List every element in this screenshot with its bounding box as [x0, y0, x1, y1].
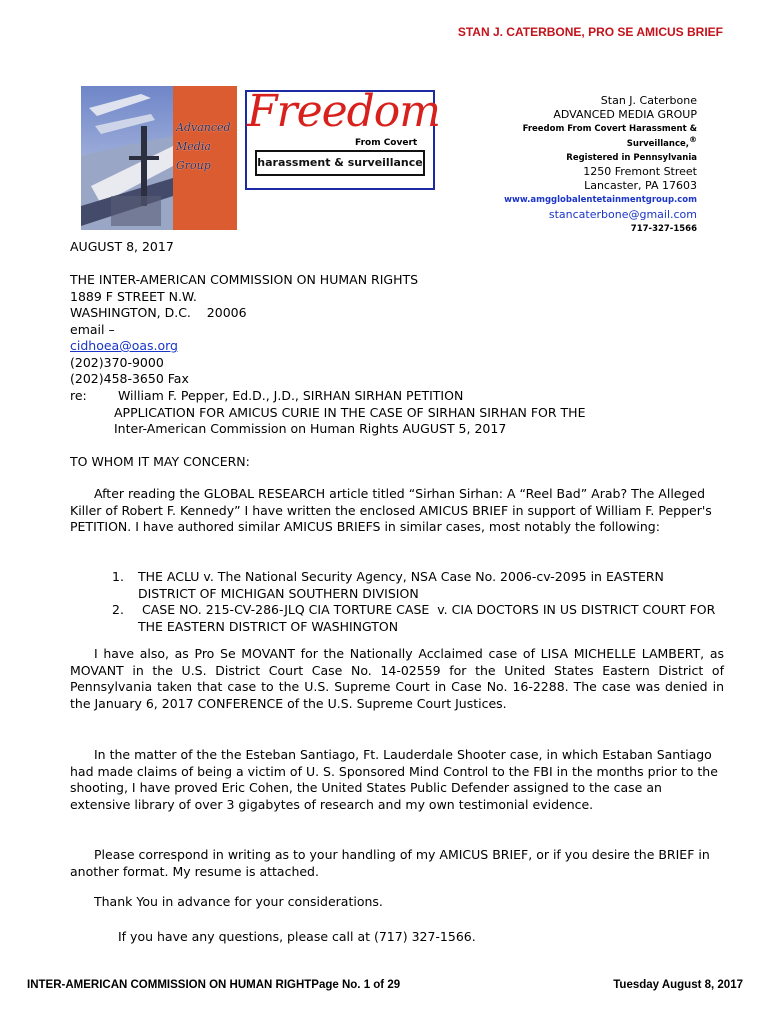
paragraph-correspond: Please correspond in writing as to your handling of my AMICUS BRIEF, or if you desire the BRIEF in another format. My resume is attached. — [70, 847, 710, 879]
re-line-3: Inter-American Commission on Human Rights AUGUST 5, 2017 — [114, 421, 507, 436]
paragraph-contact: If you have any questions, please call at (717) 327-1566. — [118, 929, 476, 944]
addressee-email-label: email – — [70, 321, 115, 337]
addressee-fax: (202)458-3650 Fax — [70, 371, 189, 386]
advanced-media-group-logo — [81, 86, 237, 230]
addressee-street: 1889 F STREET N.W. — [70, 288, 197, 304]
paragraph-santiago-case: In the matter of the the Esteban Santiago, Ft. Lauderdale Shooter case, in which Estaban Santiago had made claims of being a victim of U. S. Sponsored Mind Control to the FBI in the months prior to the shooting, I have proved Eric Cohen, the United States Public Defender assigned to the case an extensive library of over 3 gigabytes of research and my own testimonial evidence. — [70, 747, 718, 812]
sender-website-link[interactable]: www.amgglobalentetainmentgroup.com — [504, 195, 697, 206]
sender-registered: Registered in Pennsylvania — [566, 152, 697, 163]
list-item — [112, 602, 724, 635]
re-label: re: — [70, 388, 87, 403]
sender-block — [504, 94, 697, 236]
sender-org-line-2 — [504, 134, 697, 151]
addressee-email-line — [70, 322, 724, 355]
list-item-text: CASE NO. 215-CV-286-JLQ CIA TORTURE CASE v. CIA DOCTORS IN US DISTRICT COURT FOR THE EASTERN DISTRICT OF WASHINGTON — [138, 602, 720, 634]
addressee-org: THE INTER-AMERICAN COMMISSION ON HUMAN RIGHTS — [70, 272, 419, 287]
sender-email-link[interactable]: stancaterbone@gmail.com — [548, 207, 697, 221]
amg-logo-text — [176, 118, 234, 175]
amg-logo-word-2: Media — [176, 140, 211, 153]
letter-greeting: TO WHOM IT MAY CONCERN: — [70, 454, 250, 469]
letter-date: AUGUST 8, 2017 — [70, 239, 174, 254]
paragraph-thank-you: Thank You in advance for your considerations. — [94, 894, 383, 909]
list-item-text: THE ACLU v. The National Security Agency, NSA Case No. 2006-cv-2095 in EASTERN DISTRICT OF MICHIGAN SOUTHERN DIVISION — [138, 569, 664, 601]
sender-street: 1250 Fremont Street — [583, 165, 697, 179]
freedom-logo-tagline: harassment & surveillance — [255, 150, 425, 176]
sender-phone: 717-327-1566 — [630, 223, 697, 234]
freedom-from-covert-logo — [245, 86, 441, 190]
list-item — [112, 569, 724, 602]
addressee-city: WASHINGTON, D.C. 20006 — [70, 305, 247, 320]
footer-page-info: INTER-AMERICAN COMMISSION ON HUMAN RIGHTPage No. 1 of 29 — [27, 979, 401, 991]
addressee-email-link[interactable]: cidhoea@oas.org — [70, 338, 178, 353]
amg-logo-word-1: Advanced — [176, 121, 231, 134]
sender-name: Stan J. Caterbone — [600, 94, 697, 107]
sender-company: ADVANCED MEDIA GROUP — [553, 108, 697, 122]
paragraph-global-research: After reading the GLOBAL RESEARCH article titled “Sirhan Sirhan: A “Reel Bad” Arab? The Alleged Killer of Robert F. Kennedy” I have written the enclosed AMICUS BRIEF in support of William F. Pepper's PETITION. I have authored similar AMICUS BRIEFS in similar cases, most notably the following: — [70, 486, 712, 534]
addressee-block — [70, 272, 724, 388]
freedom-logo-word: Freedom — [247, 86, 441, 137]
amicus-cases-list — [112, 569, 724, 635]
sender-org-surveillance: Surveillance, — [626, 138, 689, 149]
list-item-number: 2. — [112, 602, 124, 617]
re-block — [70, 388, 724, 438]
addressee-phone: (202)370-9000 — [70, 354, 164, 370]
re-line-1: William F. Pepper, Ed.D., J.D., SIRHAN SIRHAN PETITION — [114, 388, 464, 403]
re-line-2: APPLICATION FOR AMICUS CURIE IN THE CASE OF SIRHAN SIRHAN FOR THE — [114, 404, 586, 420]
sender-org-line-1: Freedom From Covert Harassment & — [522, 124, 697, 135]
page-header-title: STAN J. CATERBONE, PRO SE AMICUS BRIEF — [457, 25, 723, 39]
footer-date: Tuesday August 8, 2017 — [613, 979, 743, 991]
sender-city: Lancaster, PA 17603 — [584, 179, 697, 193]
paragraph-lambert-case: I have also, as Pro Se MOVANT for the Nationally Acclaimed case of LISA MICHELLE LAMBERT, as MOVANT in the U.S. District Court Case No. 14-02559 for the United States Eastern District of Pennsylvania taken that case to the U.S. Supreme Court in Case No. 16-2288. The case was denied in the January 6, 2017 CONFERENCE of the U.S. Supreme Court Justices. — [70, 646, 724, 711]
amg-logo-word-3: Group — [176, 159, 211, 172]
list-item-number: 1. — [112, 569, 124, 584]
registered-mark: ® — [689, 134, 697, 144]
freedom-logo-from-covert: From Covert — [355, 138, 418, 148]
